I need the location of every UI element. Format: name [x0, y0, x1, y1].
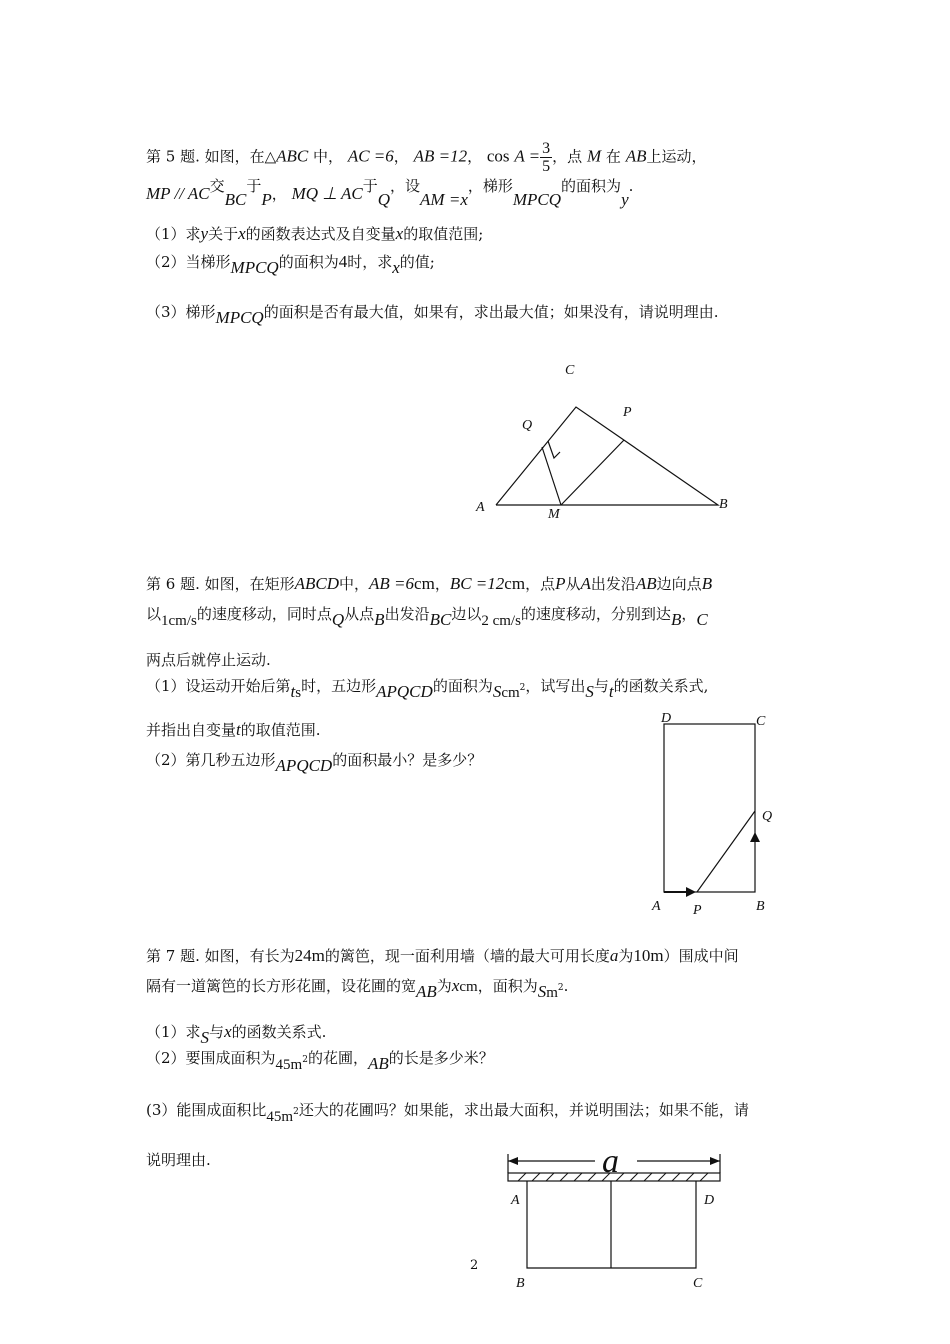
- text: 还大的花圃吗？如果能，求出最大面积，并说明围法；如果不能，请: [298, 1101, 749, 1119]
- unit-cm: cm: [414, 574, 435, 593]
- text: 的值;: [399, 253, 435, 271]
- math-x: x: [392, 258, 400, 277]
- text: 的面积为: [561, 177, 622, 195]
- unit-m: m: [290, 1057, 303, 1073]
- label-a: A: [511, 1193, 520, 1208]
- text: ，: [434, 575, 450, 593]
- math-speed-1: 1cm/s: [161, 613, 197, 629]
- label-a: A: [652, 899, 661, 914]
- math-mq-perp: MQ ⊥ AC: [291, 184, 363, 203]
- math-q: Q: [331, 610, 345, 629]
- math-24: 24: [294, 946, 312, 965]
- math-bc: BC: [224, 190, 247, 209]
- text: ，设: [390, 177, 421, 195]
- text: 的函数关系式.: [231, 1023, 327, 1041]
- figure-6-rectangle: [664, 724, 755, 892]
- text: 在: [605, 147, 621, 166]
- math-s: S: [537, 982, 547, 1001]
- hatch: [672, 1173, 680, 1181]
- page-number: 2: [470, 1258, 479, 1273]
- text: 的速度移动，同时点: [196, 605, 332, 623]
- label-c: C: [756, 714, 766, 729]
- problem-5-title: 第 5 题. 如图，在△: [146, 147, 277, 166]
- text: (3）能围成面积比: [146, 1101, 267, 1119]
- hatch: [686, 1173, 694, 1181]
- text: ，: [467, 147, 483, 166]
- text: 边向点: [656, 575, 702, 593]
- text: （1）求: [146, 225, 201, 243]
- math-y: y: [200, 224, 209, 243]
- unit-m: m: [546, 985, 558, 1001]
- math-speed-2: 2 cm/s: [481, 613, 521, 629]
- text: 的篱笆，现一面利用墙（墙的最大可用长度: [324, 947, 610, 965]
- hatch: [588, 1173, 596, 1181]
- math-ab: AB: [367, 1054, 389, 1073]
- text: 边以: [451, 605, 482, 623]
- text: 的取值范围.: [240, 721, 321, 739]
- segment-pq: [697, 811, 755, 892]
- math-t: t: [290, 682, 296, 701]
- math-ab: AB: [635, 574, 657, 593]
- math-b: B: [701, 574, 713, 593]
- math-x: x: [395, 224, 404, 243]
- math-ab: AB: [416, 982, 437, 1001]
- label-p: P: [623, 405, 632, 420]
- text: 中，: [308, 147, 344, 166]
- math-y: y: [621, 190, 629, 209]
- segment-mq: [542, 447, 561, 505]
- text: ，: [393, 147, 409, 166]
- math-cos: cos: [486, 146, 510, 166]
- text: 于: [246, 177, 262, 195]
- math-bc: BC: [429, 610, 452, 629]
- rectangle-abcd: [664, 724, 755, 892]
- math-ab: AB: [625, 146, 647, 166]
- math-cos-a: A =: [514, 146, 541, 166]
- math-s: S: [585, 682, 594, 701]
- text: 并指出自变量: [146, 721, 237, 739]
- math-x: x: [224, 1022, 232, 1041]
- hatch: [644, 1173, 652, 1181]
- text: ，: [681, 605, 697, 623]
- math-am-x: AM =x: [420, 190, 468, 209]
- text: 关于: [208, 225, 239, 243]
- math-s: S: [200, 1028, 210, 1047]
- problem-7-title: 第 7 题. 如图，有长为: [146, 947, 295, 965]
- math-45: 45: [266, 1109, 282, 1125]
- math-a: A: [580, 574, 591, 593]
- math-abc: ABC: [276, 146, 309, 166]
- text: 为: [618, 947, 634, 965]
- unit-m: m: [281, 1109, 294, 1125]
- hatch: [630, 1173, 638, 1181]
- math-b: B: [374, 610, 385, 629]
- exponent-2: 2: [557, 983, 564, 993]
- text: 的面积最小？是多少？: [332, 751, 483, 769]
- exponent-2: 2: [302, 1055, 308, 1065]
- text: （1）求: [146, 1023, 201, 1041]
- arrow-q-up: [750, 832, 760, 842]
- text: ，点: [552, 147, 583, 166]
- text: 从: [565, 575, 581, 593]
- math-mpcq: MPCQ: [215, 308, 264, 327]
- math-b: B: [670, 610, 682, 629]
- text: 交: [209, 177, 225, 195]
- text: 的函数表达式及自变量: [245, 225, 396, 243]
- label-a: A: [476, 500, 485, 515]
- text: ）围成中间: [663, 947, 739, 965]
- math-ab: AB =6: [369, 574, 415, 593]
- math-t: t: [236, 720, 241, 739]
- label-p: P: [693, 903, 702, 918]
- hatch: [700, 1173, 708, 1181]
- math-apqcd: APQCD: [376, 682, 433, 701]
- text: 中，: [339, 575, 370, 593]
- hatch: [658, 1173, 666, 1181]
- hatch: [532, 1173, 540, 1181]
- hatch: [546, 1173, 554, 1181]
- text: .: [628, 177, 634, 195]
- text: ，试写出: [525, 677, 586, 695]
- text: 的面积为: [278, 253, 339, 271]
- label-c: C: [565, 363, 575, 378]
- label-b: B: [516, 1276, 525, 1291]
- text: 与: [593, 677, 609, 695]
- text: 时，求: [347, 253, 393, 271]
- text: 隔有一道篱笆的长方形花圃，设花圃的宽: [146, 977, 417, 995]
- math-ab: AB =12: [413, 146, 468, 166]
- text: 说明理由.: [146, 1151, 211, 1169]
- text: 两点后就停止运动.: [146, 651, 271, 669]
- text: （1）设运动开始后第: [146, 677, 291, 695]
- exponent-2: 2: [519, 683, 526, 693]
- unit-m: m: [650, 946, 664, 965]
- arrow-left-head: [508, 1157, 518, 1165]
- unit-s: s: [295, 685, 302, 701]
- unit-cm: cm: [501, 685, 520, 701]
- label-q: Q: [762, 809, 773, 824]
- math-c: C: [696, 610, 708, 629]
- text: ，面积为: [477, 977, 538, 995]
- math-abcd: ABCD: [294, 574, 340, 593]
- fraction-denominator: 5: [542, 158, 551, 175]
- segment-mp: [561, 440, 624, 505]
- text: ，梯形: [467, 177, 513, 195]
- label-d: D: [704, 1193, 715, 1208]
- math-t: t: [608, 682, 614, 701]
- text: 与: [209, 1023, 225, 1041]
- hatch: [518, 1173, 526, 1181]
- math-45: 45: [275, 1057, 291, 1073]
- math-ac: AC =6: [347, 146, 394, 166]
- math-m: M: [586, 146, 602, 166]
- text: 时，五边形: [301, 677, 377, 695]
- text: 的面积是否有最大值，如果有，求出最大值；如果没有，请说明理由.: [263, 303, 719, 321]
- math-mp-parallel: MP // AC: [146, 184, 210, 203]
- math-q: Q: [377, 190, 391, 209]
- text: 出发沿: [590, 575, 636, 593]
- math-mpcq: MPCQ: [512, 190, 562, 209]
- text: 的函数关系式,: [613, 677, 709, 695]
- unit-cm: cm: [459, 979, 478, 995]
- text: 上运动，: [646, 147, 707, 166]
- text: 的花圃，: [307, 1049, 368, 1067]
- text: （2）当梯形: [146, 253, 231, 271]
- text: （2）第几秒五边形: [146, 751, 276, 769]
- label-d: D: [661, 711, 672, 726]
- hatch: [574, 1173, 582, 1181]
- math-a: a: [609, 946, 619, 965]
- text: ，: [271, 185, 287, 203]
- unit-cm: cm: [504, 574, 526, 593]
- label-b: B: [719, 497, 728, 512]
- hatch: [560, 1173, 568, 1181]
- text: 的取值范围;: [403, 225, 484, 243]
- unit-m: m: [311, 946, 325, 965]
- text: 的速度移动，分别到达: [520, 605, 671, 623]
- text: 为: [436, 977, 452, 995]
- math-x: x: [451, 976, 460, 995]
- fraction-numerator: 3: [542, 140, 551, 157]
- label-m: M: [548, 507, 560, 522]
- text: .: [563, 977, 569, 995]
- problem-6-title: 第 6 题. 如图，在矩形: [146, 575, 295, 593]
- label-wall-a: a: [602, 1143, 619, 1180]
- right-angle-mark: [548, 441, 560, 458]
- math-4: 4: [338, 252, 348, 271]
- text: （3）梯形: [146, 303, 216, 321]
- math-apqcd: APQCD: [275, 756, 333, 775]
- math-x: x: [238, 224, 246, 243]
- math-bc: BC =12: [449, 574, 505, 593]
- math-mpcq: MPCQ: [230, 258, 279, 277]
- label-c: C: [693, 1276, 703, 1291]
- text: 出发沿: [384, 605, 430, 623]
- text: ，点: [525, 575, 556, 593]
- arrow-right-head: [710, 1157, 720, 1165]
- text: 的面积为: [432, 677, 493, 695]
- text: 从点: [344, 605, 375, 623]
- math-s: S: [492, 682, 502, 701]
- text: （2）要围成面积为: [146, 1049, 276, 1067]
- exponent-2: 2: [293, 1107, 299, 1117]
- text: 以: [146, 605, 162, 623]
- text: 于: [362, 177, 378, 195]
- math-p: P: [261, 190, 272, 209]
- math-p: P: [555, 574, 566, 593]
- label-b: B: [756, 899, 765, 914]
- label-q: Q: [522, 418, 533, 433]
- math-10: 10: [633, 946, 651, 965]
- text: 的长是多少米？: [388, 1049, 494, 1067]
